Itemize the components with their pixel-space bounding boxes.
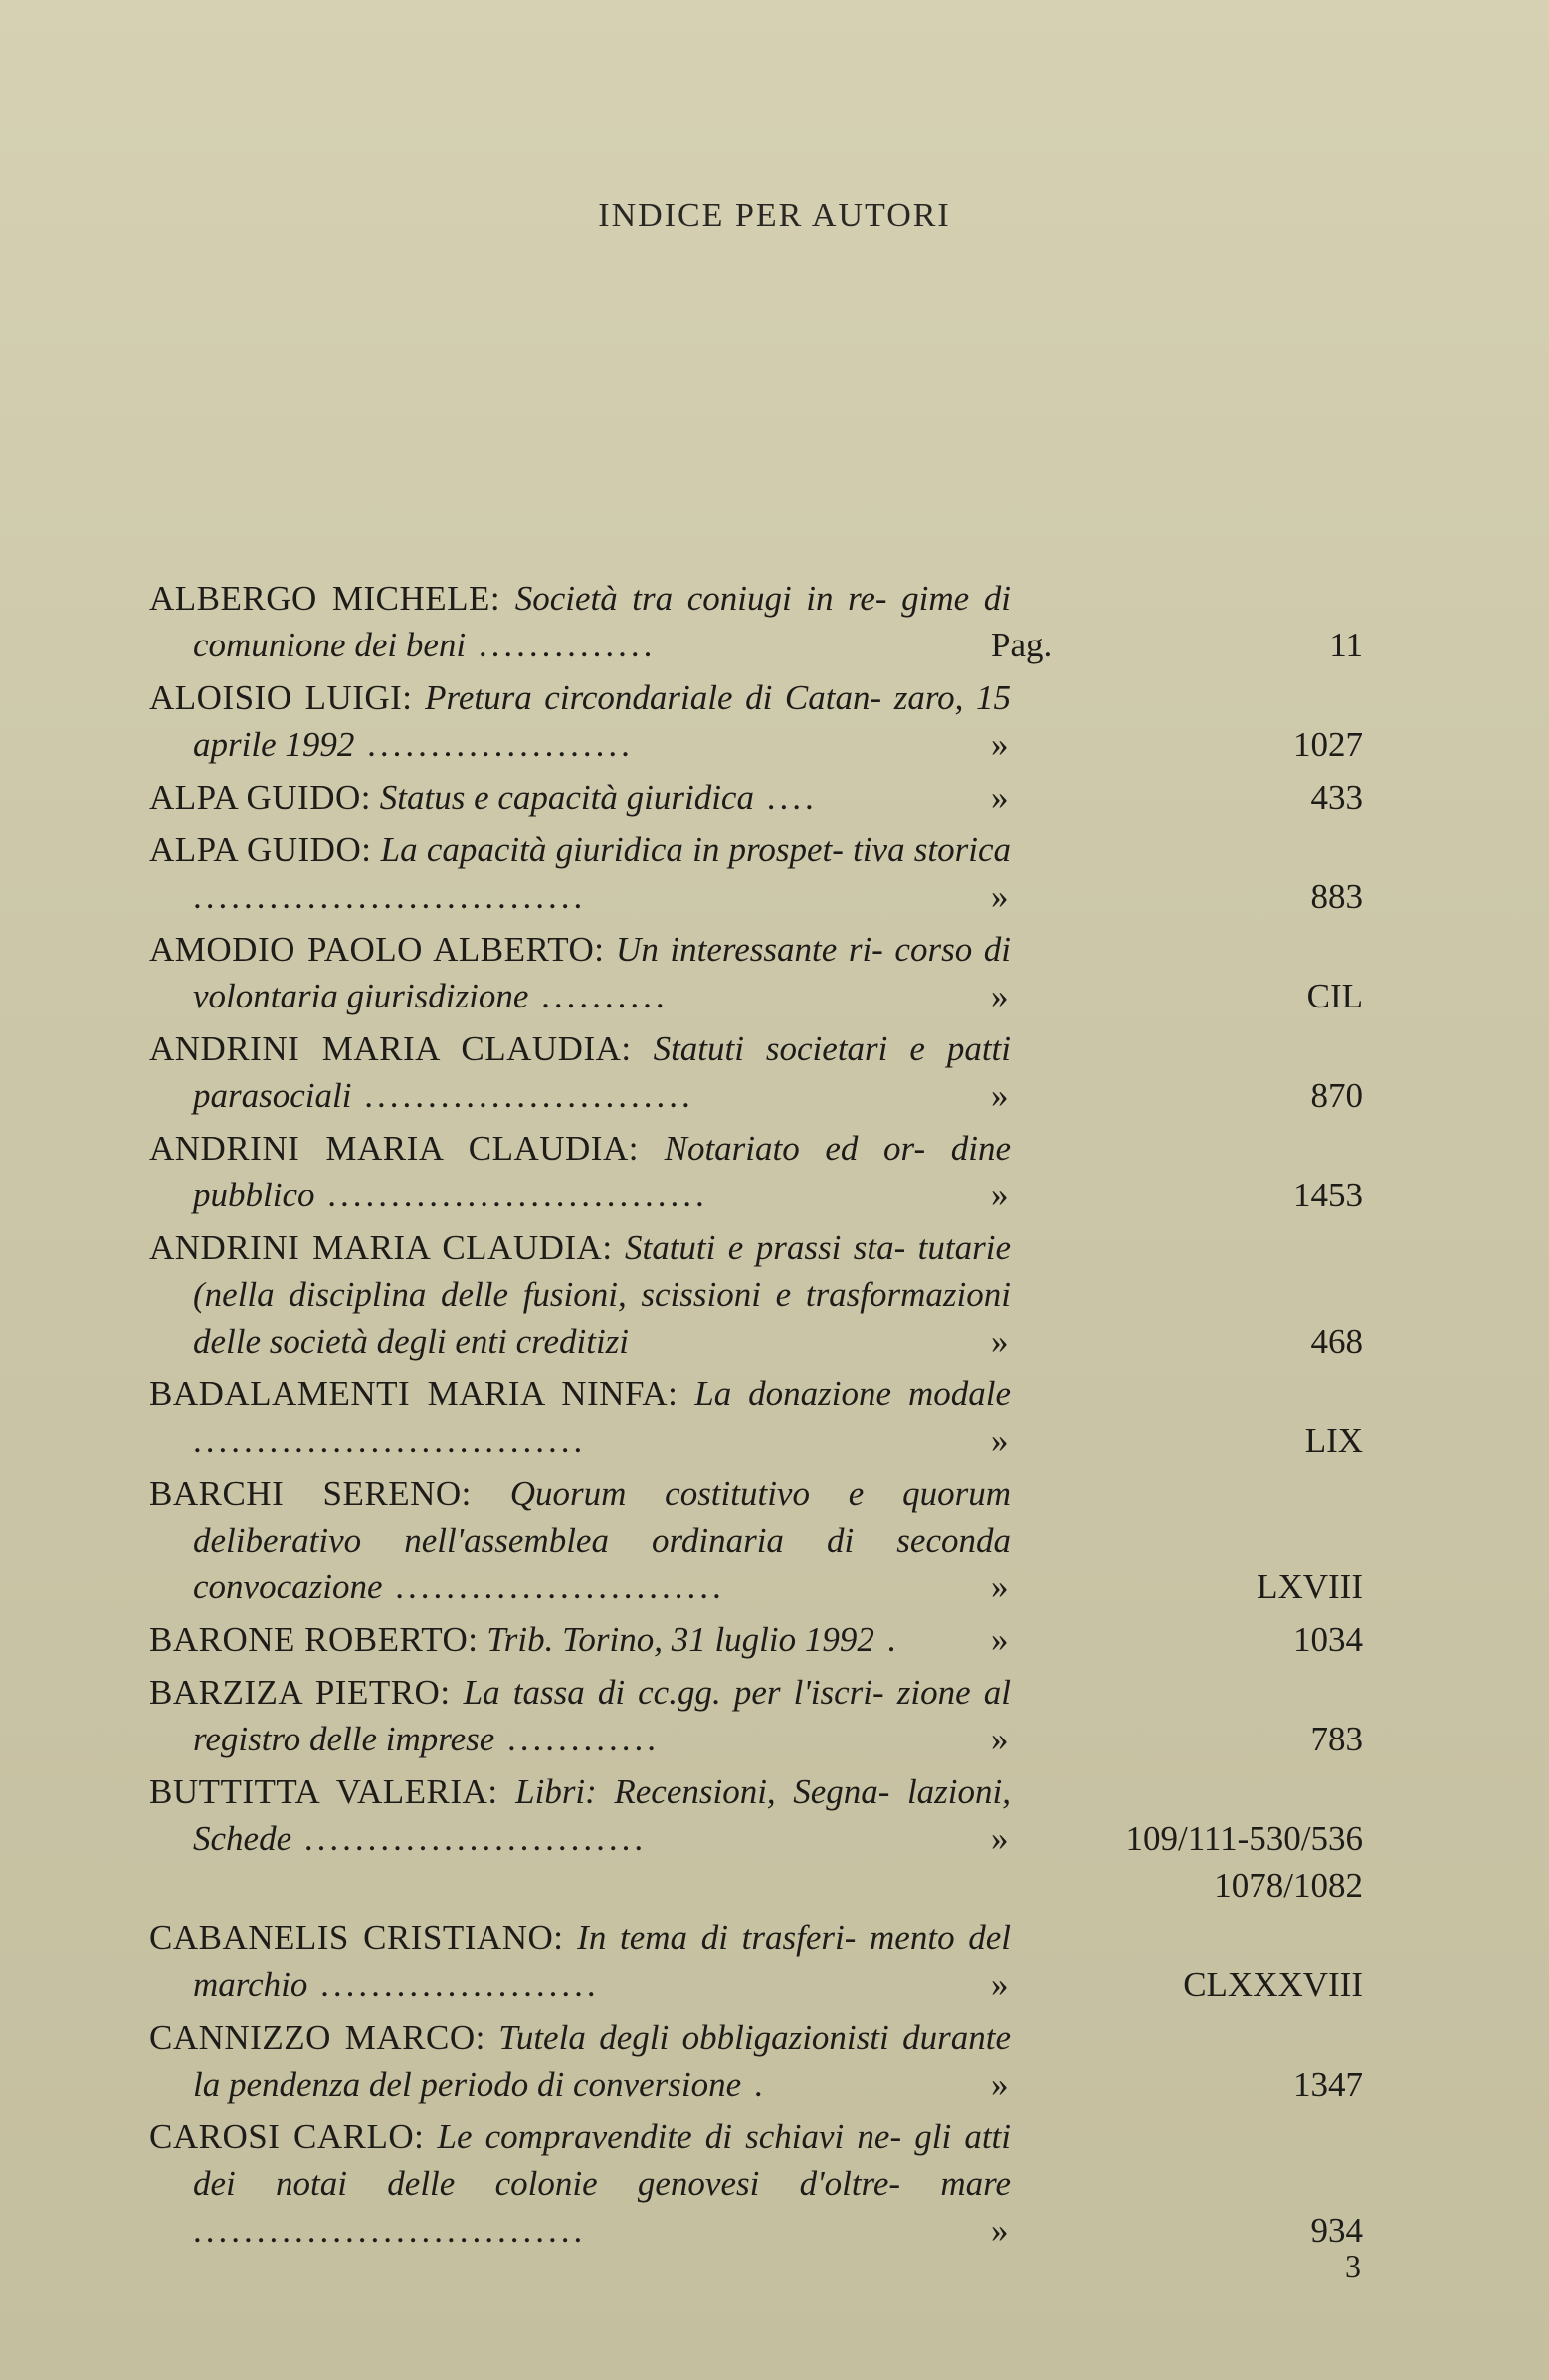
index-entry: [149, 1224, 1373, 1365]
ditto-marker: »: [991, 2065, 1009, 2104]
entry-pages: 1347: [1293, 2065, 1363, 2104]
leader-dots: .....................: [354, 725, 634, 764]
index-entry: [149, 1125, 1373, 1218]
index-entry: [149, 1915, 1373, 2008]
leader-dots: ..........................: [382, 1567, 725, 1606]
page-marker: Pag.: [991, 626, 1053, 664]
entry-author: BARZIZA PIETRO:: [149, 1673, 451, 1712]
entry-title: Un interessante ri- corso di volontaria giurisdizione: [193, 930, 1012, 1015]
leader-dots: ..............: [466, 626, 657, 664]
entry-author: ANDRINI MARIA CLAUDIA:: [149, 1228, 613, 1267]
leader-dots: ...............................: [193, 2211, 587, 2250]
entry-author: BADALAMENTI MARIA NINFA:: [149, 1374, 678, 1413]
leader-dots: ..........................: [351, 1076, 694, 1115]
entry-title: La donazione modale: [694, 1374, 1011, 1413]
entry-pages: 934: [1310, 2211, 1363, 2250]
leader-dots: ...............................: [193, 1421, 587, 1460]
entry-pages: 433: [1310, 778, 1363, 817]
entry-pages: 870: [1310, 1076, 1363, 1115]
entry-author: BARCHI SERENO:: [149, 1474, 472, 1513]
ditto-marker: »: [991, 1720, 1009, 1758]
entry-author: CAROSI CARLO:: [149, 2117, 425, 2156]
entry-title: Status e capacità giuridica: [379, 778, 754, 817]
entry-title: Quorum costitutivo e quorum deliberativo nell'assemblea ordinaria di seconda convocazione: [193, 1474, 1011, 1606]
ditto-marker: »: [991, 1965, 1009, 2004]
entry-title: Statuti societari e patti parasociali: [193, 1029, 1011, 1115]
entry-title: In tema di trasferi- mento del marchio: [193, 1919, 1012, 2004]
entry-author: ANDRINI MARIA CLAUDIA:: [149, 1029, 632, 1068]
index-entry: [149, 826, 1373, 920]
entry-title: Statuti e prassi sta- tutarie (nella disciplina delle fusioni, scissioni e trasformazioni delle società degli enti creditizi: [193, 1228, 1011, 1361]
ditto-marker: »: [991, 877, 1009, 916]
ditto-marker: »: [991, 1176, 1009, 1214]
entry-title: La tassa di cc.gg. per l'iscri- zione al registro delle imprese: [193, 1673, 1011, 1758]
index-entry: [149, 1371, 1373, 1464]
entry-author: CANNIZZO MARCO:: [149, 2018, 485, 2057]
index-entry: [149, 575, 1373, 668]
leader-dots: ..............................: [314, 1176, 708, 1214]
entry-author: AMODIO PAOLO ALBERTO:: [149, 930, 605, 969]
leader-dots: ...............................: [193, 877, 587, 916]
index-entry: [149, 674, 1373, 768]
entry-title: Tutela degli obbligazionisti durante la pendenza del periodo di conversione: [193, 2018, 1012, 2104]
ditto-marker: »: [991, 1819, 1009, 1858]
index-entry: [149, 926, 1373, 1019]
ditto-marker: »: [991, 1567, 1009, 1606]
entry-pages: 1034: [1293, 1620, 1363, 1659]
entry-title: Le compravendite di schiavi ne- gli atti dei notai delle colonie genovesi d'oltre- mare: [193, 2117, 1011, 2203]
ditto-marker: »: [991, 1421, 1009, 1460]
entry-title: Trib. Torino, 31 luglio 1992: [486, 1620, 874, 1659]
leader-dots: .: [741, 2065, 767, 2104]
entry-pages: LIX: [1304, 1421, 1363, 1460]
author-index-list: [149, 575, 1373, 2260]
index-entry: [149, 1669, 1373, 1762]
ditto-marker: »: [991, 725, 1009, 764]
entry-author: BARONE ROBERTO:: [149, 1620, 479, 1659]
index-entry: [149, 2113, 1373, 2254]
ditto-marker: »: [991, 977, 1009, 1015]
ditto-marker: »: [991, 1076, 1009, 1115]
index-entry: [149, 774, 1373, 821]
leader-dots: ...........................: [291, 1819, 648, 1858]
entry-title: Società tra coniugi in re- gime di comunione dei beni: [193, 579, 1011, 664]
leader-dots: ......................: [307, 1965, 600, 2004]
leader-dots: ..........: [528, 977, 669, 1015]
entry-author: ALBERGO MICHELE:: [149, 579, 501, 618]
index-entry: [149, 1025, 1373, 1119]
index-entry: [149, 2014, 1373, 2107]
entry-author: ALPA GUIDO:: [149, 830, 372, 869]
ditto-marker: »: [991, 1620, 1009, 1659]
entry-pages: 783: [1310, 1720, 1363, 1758]
entry-pages: CIL: [1306, 977, 1363, 1015]
entry-author: BUTTITTA VALERIA:: [149, 1772, 498, 1811]
entry-pages: LXVIII: [1257, 1567, 1363, 1606]
page-number: 3: [1345, 2248, 1361, 2284]
ditto-marker: »: [991, 2211, 1009, 2250]
entry-author: ALOISIO LUIGI:: [149, 678, 413, 717]
entry-pages: 1027: [1293, 725, 1363, 764]
entry-pages: CLXXXVIII: [1183, 1965, 1363, 2004]
index-entry: [149, 1470, 1373, 1610]
leader-dots: .: [873, 1620, 900, 1659]
entry-title: Libri: Recensioni, Segna- lazioni, Schede: [193, 1772, 1011, 1858]
entry-title: La capacità giuridica in prospet- tiva storica: [380, 830, 1012, 869]
entry-title: Notariato ed or- dine pubblico: [193, 1129, 1011, 1214]
index-entry: [149, 1768, 1373, 1909]
entry-author: CABANELIS CRISTIANO:: [149, 1919, 564, 1957]
leader-dots: ....: [753, 778, 818, 817]
page-title: INDICE PER AUTORI: [598, 197, 951, 234]
entry-pages: 109/111-530/536: [1125, 1819, 1363, 1858]
ditto-marker: »: [991, 778, 1009, 817]
entry-pages-extra: 1078/1082: [1214, 1866, 1363, 1905]
entry-title: Pretura circondariale di Catan- zaro, 15 aprile 1992: [193, 678, 1012, 764]
entry-author: ALPA GUIDO:: [149, 778, 371, 817]
index-entry: [149, 1616, 1373, 1663]
leader-dots: ............: [494, 1720, 661, 1758]
ditto-marker: »: [991, 1322, 1009, 1361]
entry-pages: 468: [1310, 1322, 1363, 1361]
entry-pages: 883: [1310, 877, 1363, 916]
entry-pages: 11: [1329, 626, 1363, 664]
entry-author: ANDRINI MARIA CLAUDIA:: [149, 1129, 639, 1168]
entry-pages: 1453: [1293, 1176, 1363, 1214]
